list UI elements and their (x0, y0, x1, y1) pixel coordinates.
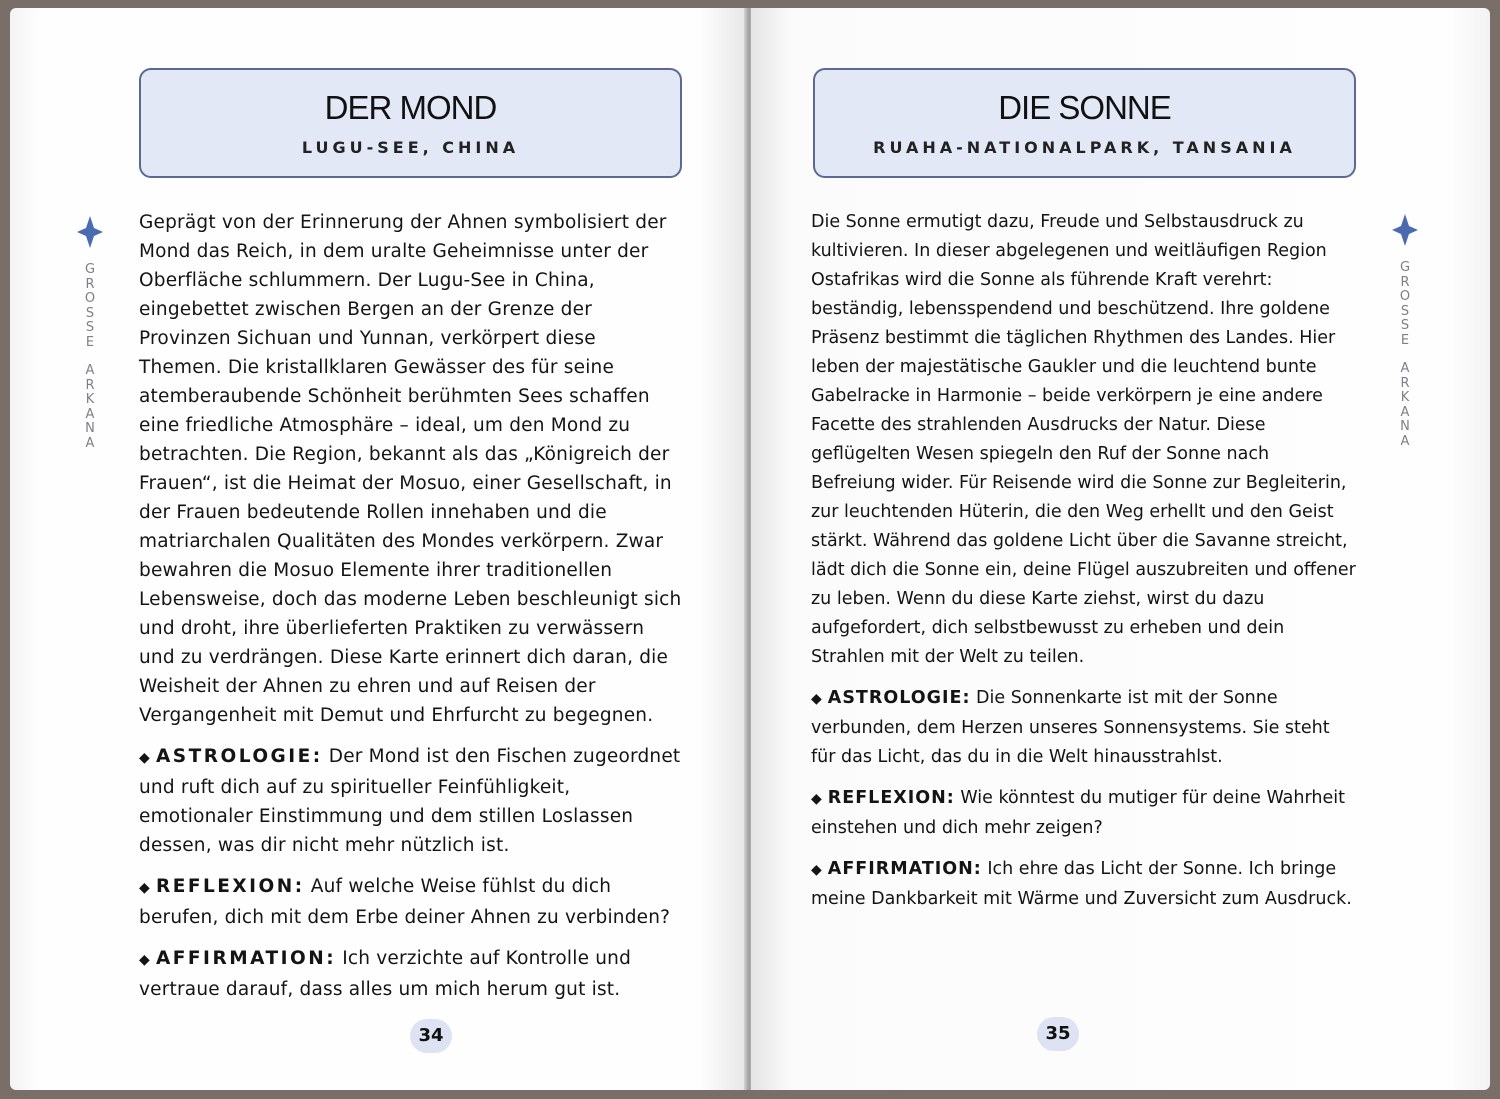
diamond-bullet-icon: ◆ (139, 880, 150, 896)
left-item-reflexion (139, 872, 684, 932)
right-item-reflexion (811, 784, 1356, 843)
side-label-letter: A (1400, 433, 1410, 449)
diamond-bullet-icon: ◆ (139, 952, 150, 968)
side-label-letter: N (85, 421, 95, 436)
side-label-letter: S (85, 305, 95, 321)
left-body-text (139, 208, 684, 1004)
side-label-gap (1395, 348, 1415, 362)
item-label: ASTROLOGIE: (155, 746, 323, 767)
four-point-star-icon (1392, 214, 1418, 246)
left-page-subtitle: LUGU-SEE, CHINA (301, 138, 520, 157)
left-page-number: 34 (410, 1019, 452, 1053)
side-label-letter: G (1399, 260, 1411, 275)
right-page-title: DIE SONNE (998, 89, 1171, 126)
side-label-letter: A (1400, 361, 1410, 376)
side-label-letter: S (1400, 303, 1410, 319)
side-label-letter: K (1400, 390, 1410, 405)
side-label-letter: E (1400, 332, 1410, 348)
diamond-bullet-icon: ◆ (811, 691, 822, 707)
right-page-number: 35 (1037, 1017, 1079, 1051)
item-label: AFFIRMATION: (155, 948, 337, 969)
diamond-bullet-icon: ◆ (811, 791, 822, 807)
item-label: REFLEXION: (827, 788, 955, 808)
diamond-bullet-icon: ◆ (139, 750, 150, 766)
item-label: ASTROLOGIE: (827, 688, 971, 708)
side-label-letter: A (85, 363, 95, 378)
side-label-letter: R (85, 276, 95, 292)
side-label-letter: K (85, 392, 95, 407)
side-label-letter: A (85, 406, 95, 422)
left-page-title: DER MOND (324, 89, 497, 126)
item-text: Die Sonnenkarte ist mit der Sonne verbunden, dem Herzen unseres Sonnensystems. Sie steht für das Licht, das du in die Welt hinausstrahlst. (811, 688, 1330, 767)
right-paragraph: Die Sonne ermutigt dazu, Freude und Selbstausdruck zu kultivieren. In dieser abgelegenen und weitläufigen Region Ostafrikas wird die Sonne als führende Kraft verehrt: beständig, lebensspendend und beschützend. Ihre goldene Präsenz bestimmt die täglichen Rhythmen des Landes. Hier leben der majestätische Gaukler und die leuchtend bunte Gabelracke in Harmonie – beide verkörpern je eine andere Facette des strahlenden Ausdrucks der Natur. Diese geflügelten Wesen spiegeln den Ruf der Sonne nach Befreiung wider. Für Reisende wird die Sonne zur Begleiterin, zur leuchtenden Hüterin, die den Weg erhellt und den Geist stärkt. Während das goldene Licht über die Savanne streicht, lädt dich die Sonne ein, deine Flügel auszubreiten und offener zu leben. Wenn du diese Karte ziehst, wirst du dazu aufgefordert, dich selbstbewusst zu erheben und dein Strahlen mit der Welt zu teilen. (811, 212, 1356, 667)
right-page (751, 8, 1490, 1090)
item-text: Ich verzichte auf Kontrolle und vertraue darauf, dass alles um mich herum gut ist. (139, 948, 632, 1000)
side-label-letter: A (1400, 404, 1410, 420)
diamond-bullet-icon: ◆ (811, 862, 822, 878)
side-label-letter: O (1399, 289, 1411, 304)
right-side-label (1395, 261, 1415, 449)
left-item-astrologie (139, 742, 684, 860)
side-label-letter: G (84, 262, 96, 277)
left-item-affirmation (139, 944, 684, 1004)
side-label-letter: S (85, 320, 95, 335)
side-label-letter: R (85, 377, 95, 393)
four-point-star-icon (77, 216, 103, 248)
left-header-box (139, 68, 682, 178)
item-text: Auf welche Weise fühlst du dich berufen, dich mit dem Erbe deiner Ahnen zu verbinden? (139, 876, 671, 928)
left-side-label (80, 263, 100, 451)
side-label-letter: N (1400, 419, 1410, 434)
side-label-letter: O (84, 291, 96, 306)
right-item-astrologie (811, 684, 1356, 772)
side-label-letter: R (1400, 375, 1410, 391)
right-item-affirmation (811, 855, 1356, 914)
side-label-letter: R (1400, 274, 1410, 290)
item-text: Ich ehre das Licht der Sonne. Ich bringe meine Dankbarkeit mit Wärme und Zuversicht zum Ausdruck. (811, 859, 1352, 909)
side-label-letter: A (85, 435, 95, 451)
item-text: Der Mond ist den Fischen zugeordnet und ruft dich auf zu spiritueller Feinfühligkeit, emotionaler Einstimmung und dem stillen Loslassen dessen, was dir nicht mehr nützlich ist. (139, 746, 681, 856)
item-label: REFLEXION: (155, 876, 305, 897)
right-page-subtitle: RUAHA-NATIONALPARK, TANSANIA (873, 138, 1296, 157)
side-label-letter: S (1400, 318, 1410, 333)
left-paragraph: Geprägt von der Erinnerung der Ahnen symbolisiert der Mond das Reich, in dem uralte Geheimnisse unter der Oberfläche schlummern. Der Lugu-See in China, eingebettet zwischen Bergen an der Grenze der Provinzen Sichuan und Yunnan, verkörpert diese Themen. Die kristallklaren Gewässer des für seine atemberaubende Schönheit berühmten Sees schaffen eine friedliche Atmosphäre – ideal, um den Mond zu betrachten. Die Region, bekannt als das „Königreich der Frauen“, ist die Heimat der Mosuo, einer Gesellschaft, in der Frauen bedeutende Rollen innehaben und die matriarchalen Qualitäten des Mondes verkörpern. Zwar bewahren die Mosuo Elemente ihrer traditionellen Lebensweise, doch das moderne Leben beschleunigt sich und droht, ihre überlieferten Praktiken zu verwässern und zu verdrängen. Diese Karte erinnert dich daran, die Weisheit der Ahnen zu ehren und auf Reisen der Vergangenheit mit Demut und Ehrfurcht zu begegnen. (139, 212, 682, 726)
item-text: Wie könntest du mutiger für deine Wahrheit einstehen und dich mehr zeigen? (811, 788, 1345, 838)
item-label: AFFIRMATION: (827, 859, 982, 879)
left-page (10, 8, 747, 1090)
side-label-gap (80, 350, 100, 364)
right-body-text (811, 208, 1356, 914)
side-label-letter: E (85, 334, 95, 350)
right-header-box (813, 68, 1356, 178)
